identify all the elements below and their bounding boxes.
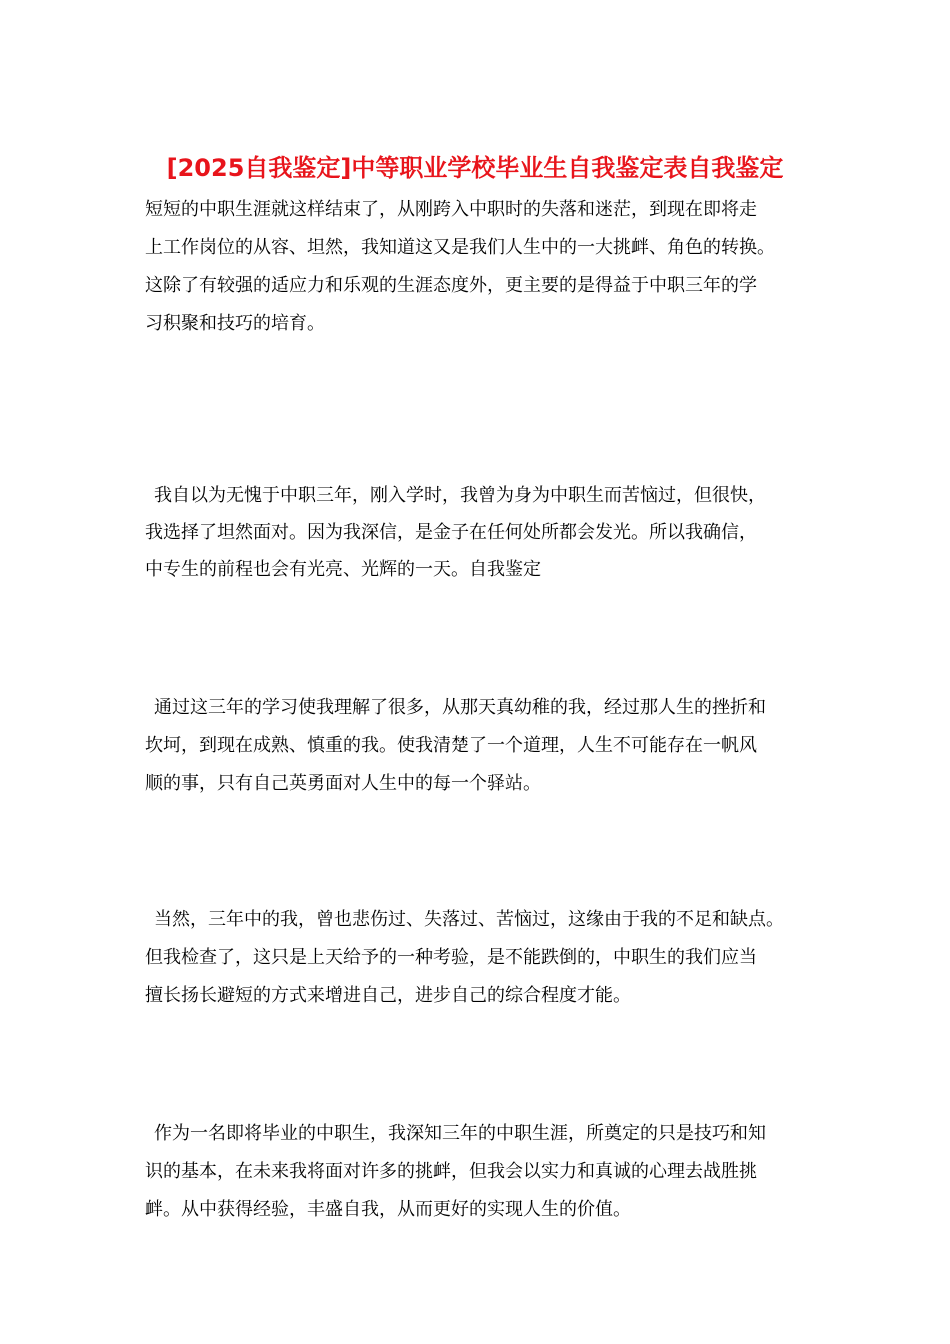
- paragraph-1-line-3: 这除了有较强的适应力和乐观的生涯态度外，更主要的是得益于中职三年的学: [145, 275, 757, 296]
- paragraph-4-line-2: 但我检查了，这只是上天给予的一种考验，是不能跌倒的，中职生的我们应当: [145, 947, 757, 968]
- paragraph-1-line-2: 上工作岗位的从容、坦然，我知道这又是我们人生中的一大挑衅、角色的转换。: [145, 237, 775, 258]
- paragraph-1-line-4: 习积聚和技巧的培育。: [145, 313, 325, 334]
- paragraph-2-line-2: 我选择了坦然面对。因为我深信，是金子在任何处所都会发光。所以我确信，: [145, 522, 757, 543]
- paragraph-3-line-1: 通过这三年的学习使我理解了很多，从那天真幼稚的我，经过那人生的挫折和: [154, 697, 766, 718]
- paragraph-1-line-1: 短短的中职生涯就这样结束了，从刚跨入中职时的失落和迷茫，到现在即将走: [145, 199, 757, 220]
- paragraph-4-line-3: 擅长扬长避短的方式来增进自己，进步自己的综合程度才能。: [145, 985, 631, 1006]
- paragraph-4-line-1: 当然，三年中的我，曾也悲伤过、失落过、苦恼过，这缘由于我的不足和缺点。: [154, 909, 784, 930]
- paragraph-2-line-3: 中专生的前程也会有光亮、光辉的一天。自我鉴定: [145, 559, 541, 580]
- paragraph-5-line-2: 识的基本，在未来我将面对许多的挑衅，但我会以实力和真诚的心理去战胜挑: [145, 1161, 757, 1182]
- paragraph-3-line-2: 坎坷，到现在成熟、慎重的我。使我清楚了一个道理，人生不可能存在一帆风: [145, 735, 757, 756]
- paragraph-5-line-1: 作为一名即将毕业的中职生，我深知三年的中职生涯，所奠定的只是技巧和知: [154, 1123, 766, 1144]
- paragraph-2-line-1: 我自以为无愧于中职三年，刚入学时，我曾为身为中职生而苦恼过，但很快，: [154, 485, 766, 506]
- paragraph-3-line-3: 顺的事，只有自己英勇面对人生中的每一个驿站。: [145, 773, 541, 794]
- paragraph-5-line-3: 衅。从中获得经验，丰盛自我，从而更好的实现人生的价值。: [145, 1199, 631, 1220]
- document-title: [2025自我鉴定]中等职业学校毕业生自我鉴定表自我鉴定: [166, 154, 784, 182]
